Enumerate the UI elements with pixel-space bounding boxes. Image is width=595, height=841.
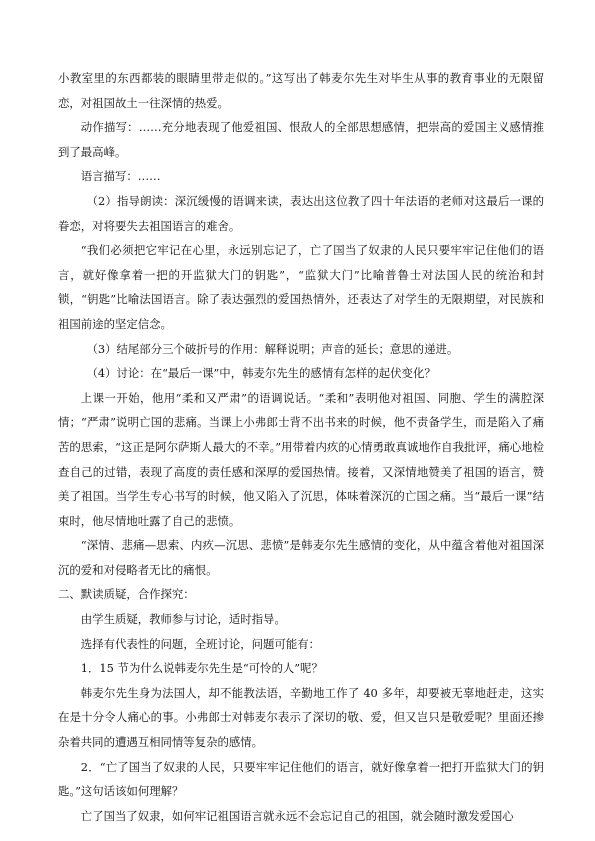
paragraph-action-description: 动作描写：……充分地表现了他爱祖国、恨敌人的全部思想感情，把崇高的爱国主义感情推到了最高峰。 <box>58 120 544 159</box>
answer-1: 韩麦尔先生身为法国人，却不能教法语，辛勤地工作了 40 多年，却要被无辜地赶走，这实在是十分令人痛心的事。小弗郎士对韩麦尔表示了深切的敬、爱，但又岂只是敬爱呢？里面还掺杂着共同的遭遇互相同情等复杂的感情。 <box>58 685 544 750</box>
section-heading: 二、默读质疑，合作探究： <box>58 587 195 602</box>
paragraph-emotion-summary: “深情、悲痛—思索、内疚—沉思、悲愤”是韩麦尔先生感情的变化，从中蕴含着他对祖国深沉的爱和对侵略者无比的痛恨。 <box>58 538 544 577</box>
paragraph-quote-analysis: “我们必须把它牢记在心里，永远别忘记了，亡了国当了奴隶的人民只要牢牢记住他们的语言，就好像拿着一把的开监狱大门的钥匙”，“监狱大门”比喻普鲁士对法国人民的统治和封锁，“钥匙”比喻法国语言。除了表达强烈的爱国热情外，还表达了对学生的无限期望，对民族和祖国前途的坚定信念。 <box>58 243 544 331</box>
paragraph-class-discussion: 选择有代表性的问题，全班讨论，问题可能有： <box>80 636 321 651</box>
paragraph-reading-guidance: （2）指导朗读：深沉缓慢的语调来读，表达出这位教了四十年法语的老师对这最后一课的眷恋，对将要失去祖国语言的难舍。 <box>58 193 544 233</box>
paragraph-discussion-question: （4）讨论：在“最后一课”中，韩麦尔先生的感情有怎样的起伏变化？ <box>86 366 436 381</box>
page-body <box>58 66 544 828</box>
question-2: 2．“亡了国当了奴隶的人民，只要牢牢记住他们的语言，就好像拿着一把打开监狱大门的钥匙。”这句话该如何理解？ <box>58 759 544 799</box>
paragraph-student-questions: 由学生质疑，教师参与讨论，适时指导。 <box>80 612 286 627</box>
question-1: 1．15 节为什么说韩麦尔先生是“可怜的人”呢？ <box>80 661 323 676</box>
paragraph-dash-usage: （3）结尾部分三个破折号的作用：解释说明；声音的延长；意思的递进。 <box>86 341 459 356</box>
paragraph-language-description: 语言描写：…… <box>80 169 161 184</box>
paragraph-emotion-analysis: 上课一开始，他用“柔和又严肃”的语调说话。“柔和”表明他对祖国、同胞、学生的满腔深情；“严肃”说明亡国的悲痛。当课上小弗郎士背不出书来的时候，他不责备学生，而是陷入了痛苦的思索，“这正是阿尔萨斯人最大的不幸。”用带着内疚的心情勇敢真诚地作自我批评，痛心地检查自己的过错，表现了高度的责任感和深厚的爱国热情。接着，又深情地赞美了祖国的语言，赞美了祖国。当学生专心书写的时候，他又陷入了沉思，体味着深沉的亡国之痛。当“最后一课”结束时，他尽情地吐露了自己的悲愤。 <box>58 390 544 528</box>
answer-2: 亡了国当了奴隶，如何牢记祖国语言就永远不会忘记自己的祖国，就会随时激发爱国心 <box>80 808 514 823</box>
paragraph-continued-quote: 小教室里的东西都装的眼睛里带走似的。”这写出了韩麦尔先生对毕生从事的教育事业的无限留恋，对祖国故土一往深情的热爱。 <box>58 71 544 110</box>
